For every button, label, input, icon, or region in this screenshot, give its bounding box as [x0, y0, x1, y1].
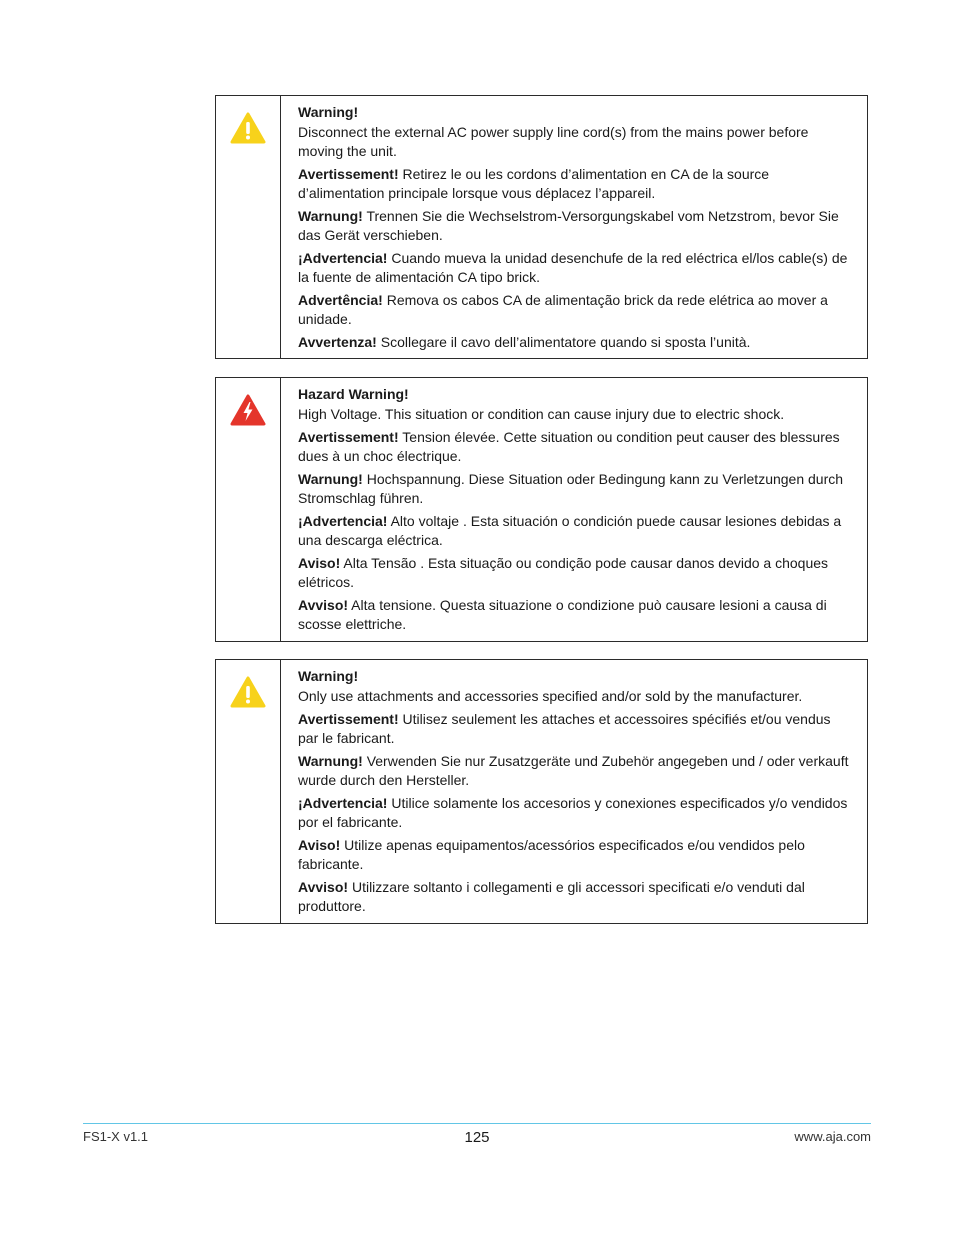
- translation-text: Alta tensione. Questa situazione o condizione può causare lesioni a causa di scosse elettriche.: [298, 597, 827, 632]
- hazard-translation-it: [298, 596, 853, 634]
- hazard-translation-de: [298, 470, 853, 508]
- warning-translation-de: [298, 752, 853, 790]
- translation-text: Tension élevée. Cette situation ou condition peut causer des blessures dues à un choc électrique.: [298, 429, 840, 464]
- translation-text: Verwenden Sie nur Zusatzgeräte und Zubehör angegeben und / oder verkauft wurde durch den Hersteller.: [298, 753, 849, 788]
- warning-translation-pt: [298, 836, 853, 874]
- translation-text: Cuando mueva la unidad desenchufe de la red eléctrica el/los cable(s) de la fuente de alimentación CA tipo brick.: [298, 250, 848, 285]
- translation-label: Warnung!: [298, 471, 363, 487]
- translation-text: Utilice solamente los accesorios y conexiones especificados y/o vendidos por el fabricante.: [298, 795, 848, 830]
- warning-text: [281, 96, 867, 358]
- warning-translation-it: [298, 333, 853, 352]
- icon-cell: [216, 96, 281, 358]
- translation-text: Trennen Sie die Wechselstrom-Versorgungskabel vom Netzstrom, bevor Sie das Gerät verschieben.: [298, 208, 839, 243]
- translation-text: Retirez le ou les cordons d’alimentation en CA de la source d’alimentation principale lorsque vous déplacez l’appareil.: [298, 166, 770, 201]
- footer-doc-version: FS1-X v1.1: [83, 1129, 149, 1144]
- translation-text: Utilisez seulement les attaches et accessoires spécifiés et/ou vendus par le fabricant.: [298, 711, 831, 746]
- translation-label: ¡Advertencia!: [298, 250, 388, 266]
- translation-label: Avertissement!: [298, 429, 399, 445]
- translation-text: Scollegare il cavo dell’alimentatore quando si sposta l’unità.: [376, 334, 751, 350]
- warning-main-text: Disconnect the external AC power supply line cord(s) from the mains power before moving the unit.: [298, 124, 809, 159]
- footer-rule: [83, 1123, 871, 1124]
- translation-label: Avviso!: [298, 879, 349, 895]
- translation-label: Aviso!: [298, 837, 341, 853]
- warning-translation-fr: [298, 710, 853, 748]
- translation-text: Hochspannung. Diese Situation oder Bedingung kann zu Verletzungen durch Stromschlag führen.: [298, 471, 844, 506]
- hazard-title: Hazard Warning!: [298, 386, 409, 402]
- warning-translation-es: [298, 249, 853, 287]
- translation-label: Advertência!: [298, 292, 383, 308]
- hazard-translation-es: [298, 512, 853, 550]
- translation-label: Avviso!: [298, 597, 349, 613]
- warning-text: [281, 660, 867, 923]
- warning-main-text: Only use attachments and accessories specified and/or sold by the manufacturer.: [298, 688, 803, 704]
- warning-title: Warning!: [298, 104, 359, 120]
- translation-text: Alta Tensão . Esta situação ou condição pode causar danos devido a choques elétricos.: [298, 555, 829, 590]
- translation-text: Remova os cabos CA de alimentação brick da rede elétrica ao mover a unidade.: [298, 292, 828, 327]
- warning-translation-pt: [298, 291, 853, 329]
- warning-translation-fr: [298, 165, 853, 203]
- warning-triangle-icon: [230, 112, 266, 144]
- warning-box-accessories: [215, 659, 868, 924]
- warning-translation-es: [298, 794, 853, 832]
- translation-label: ¡Advertencia!: [298, 513, 388, 529]
- hazard-text: [281, 378, 867, 641]
- high-voltage-icon: [230, 394, 266, 426]
- translation-label: Avertissement!: [298, 166, 399, 182]
- footer-website: www.aja.com: [794, 1129, 871, 1144]
- translation-label: Avertissement!: [298, 711, 399, 727]
- warning-box-power-cord: [215, 95, 868, 359]
- hazard-main-text: High Voltage. This situation or condition can cause injury due to electric shock.: [298, 406, 785, 422]
- hazard-translation-pt: [298, 554, 853, 592]
- translation-text: Alto voltaje . Esta situación o condición puede causar lesiones debidas a una descarga eléctrica.: [298, 513, 842, 548]
- hazard-translation-fr: [298, 428, 853, 466]
- translation-label: ¡Advertencia!: [298, 795, 388, 811]
- warning-translation-de: [298, 207, 853, 245]
- translation-label: Warnung!: [298, 753, 363, 769]
- translation-label: Avvertenza!: [298, 334, 377, 350]
- warning-translation-it: [298, 878, 853, 916]
- translation-label: Aviso!: [298, 555, 341, 571]
- warning-title: Warning!: [298, 668, 359, 684]
- translation-label: Warnung!: [298, 208, 363, 224]
- icon-cell: [216, 660, 281, 923]
- warning-triangle-icon: [230, 676, 266, 708]
- page-number: 125: [464, 1129, 490, 1146]
- translation-text: Utilizzare soltanto i collegamenti e gli accessori specificati e/o venduti dal produttore.: [298, 879, 805, 914]
- translation-text: Utilize apenas equipamentos/acessórios especificados e/ou vendidos pelo fabricante.: [298, 837, 805, 872]
- icon-cell: [216, 378, 281, 641]
- hazard-warning-box-high-voltage: [215, 377, 868, 642]
